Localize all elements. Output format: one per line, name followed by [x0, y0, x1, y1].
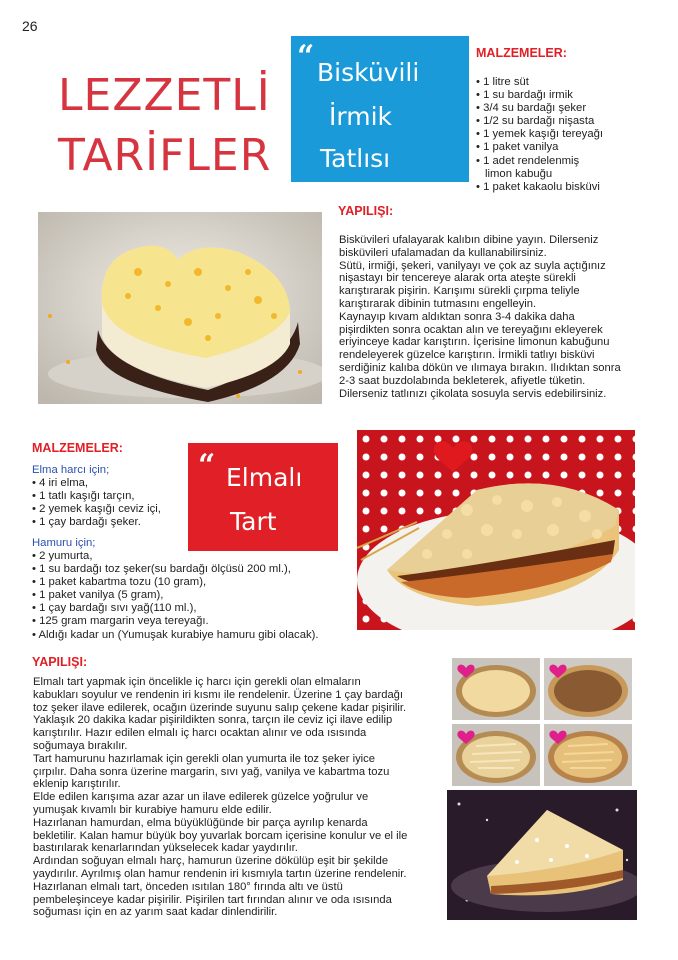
method-line: Kaynayıp kıvam aldıktan sonra 3-4 dakika daha — [339, 310, 575, 323]
list-item: • 1 paket vanilya (5 gram), — [32, 589, 164, 602]
method-line: Elde edilen karışıma azar azar un ilave edilerek güzelce yoğrulur ve — [33, 791, 369, 804]
step-photo-1 — [452, 658, 540, 720]
method-line: pembeleşinceye kadar pişirilir. Pişirilen tart fırından alınır ve oda ısısında — [33, 893, 392, 906]
method-line: toz şeker ilave edilerek, ocağın üzerinde suyunu salıp çekene kadar pişirilir. — [33, 701, 407, 714]
heart-dessert-illustration — [38, 212, 322, 404]
recipe2-title-line-2: Tart — [230, 507, 277, 536]
method-line: 2-3 saat buzdolabında bekleterek, afiyetle tüketin. — [339, 374, 586, 387]
method-line: nişastayı bir tencereye alarak orta ateşte sürekli — [339, 272, 576, 285]
quote-mark: “ — [297, 39, 315, 74]
method-line: soğuması için en az yarım saat kadar dinlendirilir. — [33, 906, 278, 919]
list-item: • 1 litre süt — [476, 76, 529, 88]
method-line: Ardından soğuyan elmalı harç, hamurun üzerine dökülüp eşit bir şekilde — [33, 855, 389, 868]
baked-tart-illustration — [544, 724, 632, 786]
list-item: • Aldığı kadar un (Yumuşak kurabiye hamuru gibi olacak). — [32, 628, 319, 641]
recipe2-filling-list — [32, 477, 161, 529]
recipe1-method-text — [339, 234, 621, 400]
method-line: Bisküvileri ufalayarak kalıbın dibine yayın. Dilerseniz — [339, 234, 599, 246]
page-title-line-1: LEZZETLİ — [58, 70, 271, 121]
page-number: 26 — [22, 18, 38, 34]
method-line: soğumaya bırakılır. — [33, 739, 128, 752]
method-line: karıştırarak pişirin. Karışımı sürekli çırpma teliyle — [339, 285, 580, 298]
recipe2-title-line-1: Elmalı — [226, 463, 303, 492]
recipe1-photo — [38, 212, 322, 404]
recipe2-dough-heading: Hamuru için; — [32, 537, 96, 549]
apple-tart-illustration — [357, 430, 635, 630]
method-line: Elmalı tart yapmak için öncelikle iç harcı için gerekli olan elmaların — [33, 676, 361, 688]
list-item: • 1 çay bardağı sıvı yağ(110 ml.), — [32, 602, 197, 615]
recipe1-title-line-3: Tatlısı — [320, 144, 391, 173]
method-line: çırpılır. Daha sonra üzerine margarin, sıvı yağ, vanilya ve kabartma tozu — [33, 765, 390, 778]
method-line: Hazırlanan hamurdan, elma büyüklüğünde bir parça ayrılıp kenarda — [33, 816, 368, 829]
method-line: Tart hamurunu hazırlamak için gerekli olan yumurta ile toz şeker iyice — [33, 752, 375, 765]
recipe2-method-heading: YAPILIŞI: — [32, 655, 88, 669]
method-line: bastırılarak kenarlarından yükselecek kadar yaydırılır. — [33, 842, 298, 855]
tart-slice-illustration — [447, 790, 637, 920]
step-photo-2 — [544, 658, 632, 720]
method-line: eriyinceye kadar karıştırın. İçerisine limonun kabuğunu — [339, 336, 610, 349]
list-item: • 1 su bardağı irmik — [476, 89, 573, 102]
recipe1-method-heading: YAPILIŞI: — [338, 204, 394, 218]
recipe2-ingredients-heading: MALZEMELER: — [32, 441, 123, 455]
recipe2-title-box — [188, 443, 338, 551]
list-item: • 1 tatlı kaşığı tarçın, — [32, 490, 135, 503]
list-item: • 4 iri elma, — [32, 477, 89, 489]
recipe2-method-text — [33, 676, 407, 919]
list-item: • 1 çay bardağı şeker. — [32, 516, 141, 529]
method-line: rendeleyerek güzelce karıştırın. İrmikli tatlıyı bisküvi — [339, 349, 595, 362]
method-line: karıştırılır. Hazır edilen elmalı iç harcı ocaktan alınır ve oda ısısında — [33, 727, 367, 740]
step-photo-3 — [452, 724, 540, 786]
recipe2-photo — [357, 430, 635, 630]
method-line: bisküvileri ufalamadan da kullanabilirsiniz. — [339, 246, 547, 259]
method-line: bekletilir. Kalan hamur büyük boy yuvarlak borcam içerisine konulur ve el ile — [33, 829, 408, 842]
list-item: • 1 adet rendelenmiş — [476, 154, 580, 167]
list-item: • 1 paket kakaolu bisküvi — [476, 180, 600, 193]
list-item: • 1 paket vanilya — [476, 141, 559, 154]
method-line: serdiğiniz kalıba dökün ve ılımaya bırakın. Ilıdıktan sonra — [339, 361, 621, 374]
step-photo-final — [447, 790, 637, 920]
recipe2-filling-heading: Elma harcı için; — [32, 464, 110, 476]
method-line: Dilerseniz tatlınızı çikolata sosuyla servis edebilirsiniz. — [339, 387, 607, 400]
list-item: • 2 yumurta, — [32, 550, 93, 562]
filling-in-pan-illustration — [544, 658, 632, 720]
quote-mark: “ — [198, 448, 216, 483]
method-line: pişirdikten sonra ocaktan alın ve tereyağını ekleyerek — [339, 323, 603, 336]
dough-in-pan-illustration — [452, 658, 540, 720]
list-item: • 1 paket kabartma tozu (10 gram), — [32, 576, 207, 589]
method-line: kabukları soyulur ve rendenin iri kısmı ile rendelenir. Üzerine 1 çay bardağı — [33, 688, 403, 701]
recipe1-title-line-2: İrmik — [329, 102, 392, 131]
method-line: eklenip karıştırılır. — [33, 778, 121, 791]
page-title-line-2: TARİFLER — [58, 130, 272, 181]
method-line: karıştırarak dibinin tutmasını engelleyin. — [339, 297, 537, 310]
list-item: limon kabuğu — [485, 167, 553, 180]
step-photo-4 — [544, 724, 632, 786]
recipe1-ingredients-heading: MALZEMELER: — [476, 46, 567, 60]
method-line: Yaklaşık 20 dakika kadar pişirildikten sonra, tarçın ile ceviz içi ilave edilip — [33, 714, 393, 727]
list-item: • 2 yemek kaşığı ceviz içi, — [32, 503, 161, 516]
method-line: yaydırılır. Ayrılmış olan hamur rendenin iri kısmıyla tartın üzerine rendelenir. — [33, 867, 407, 880]
recipe1-title-line-1: Bisküvili — [317, 58, 420, 87]
method-line: yumuşak kıvamlı bir kurabiye hamuru elde edilir. — [33, 803, 272, 816]
list-item: • 125 gram margarin veya tereyağı. — [32, 615, 209, 628]
list-item: • 1 yemek kaşığı tereyağı — [476, 128, 604, 141]
grated-topping-illustration — [452, 724, 540, 786]
method-line: Sütü, irmiği, şekeri, vanilyayı ve çok az suyla açtığınız — [339, 259, 606, 272]
method-line: Hazırlanan elmalı tart, önceden ısıtılan 180° fırında altı ve üstü — [33, 880, 343, 893]
recipe1-ingredients-list — [476, 76, 603, 194]
recipe1-title-box — [291, 36, 469, 182]
recipe2-dough-list — [32, 550, 319, 642]
list-item: • 1 su bardağı toz şeker(su bardağı ölçüsü 200 ml.), — [32, 563, 291, 576]
list-item: • 3/4 su bardağı şeker — [476, 102, 587, 115]
list-item: • 1/2 su bardağı nişasta — [476, 115, 595, 128]
